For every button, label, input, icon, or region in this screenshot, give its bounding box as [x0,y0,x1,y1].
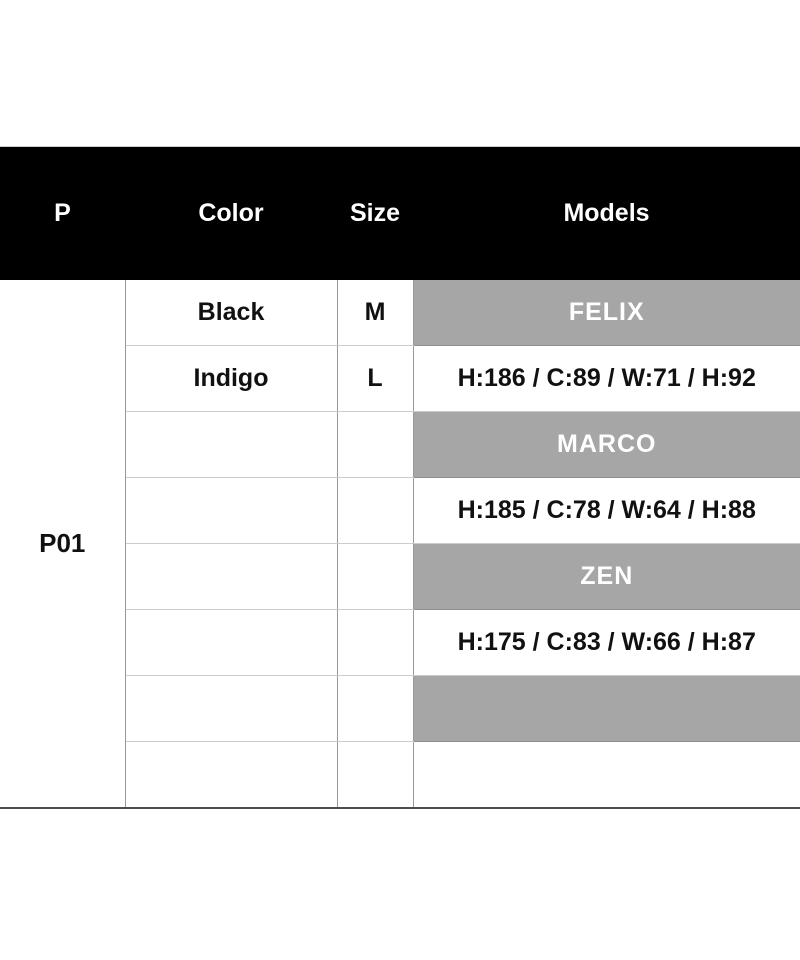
color-cell: Black [125,280,337,346]
column-header-p: P [0,147,125,280]
size-cell [337,676,413,742]
size-cell: L [337,346,413,412]
size-chart-body [0,280,800,808]
column-header-color: Color [125,147,337,280]
color-cell [125,412,337,478]
size-chart-table [0,146,800,809]
color-cell [125,676,337,742]
color-cell [125,544,337,610]
size-chart [0,146,800,809]
column-header-size: Size [337,147,413,280]
color-cell [125,478,337,544]
size-cell [337,742,413,808]
model-measurements-cell: H:175 / C:83 / W:66 / H:87 [413,610,800,676]
model-measurements-cell: H:185 / C:78 / W:64 / H:88 [413,478,800,544]
size-cell [337,544,413,610]
model-measurements-cell: H:186 / C:89 / W:71 / H:92 [413,346,800,412]
color-cell [125,610,337,676]
size-chart-header [0,147,800,280]
model-measurements-cell [413,742,800,808]
model-name-cell [413,676,800,742]
column-header-models: Models [413,147,800,280]
color-cell: Indigo [125,346,337,412]
size-cell [337,412,413,478]
size-cell: M [337,280,413,346]
size-cell [337,478,413,544]
model-name-cell: FELIX [413,280,800,346]
model-name-cell: MARCO [413,412,800,478]
header-row [0,147,800,280]
color-cell [125,742,337,808]
model-name-cell: ZEN [413,544,800,610]
product-code-cell: P01 [0,280,125,808]
table-row [0,280,800,346]
size-cell [337,610,413,676]
